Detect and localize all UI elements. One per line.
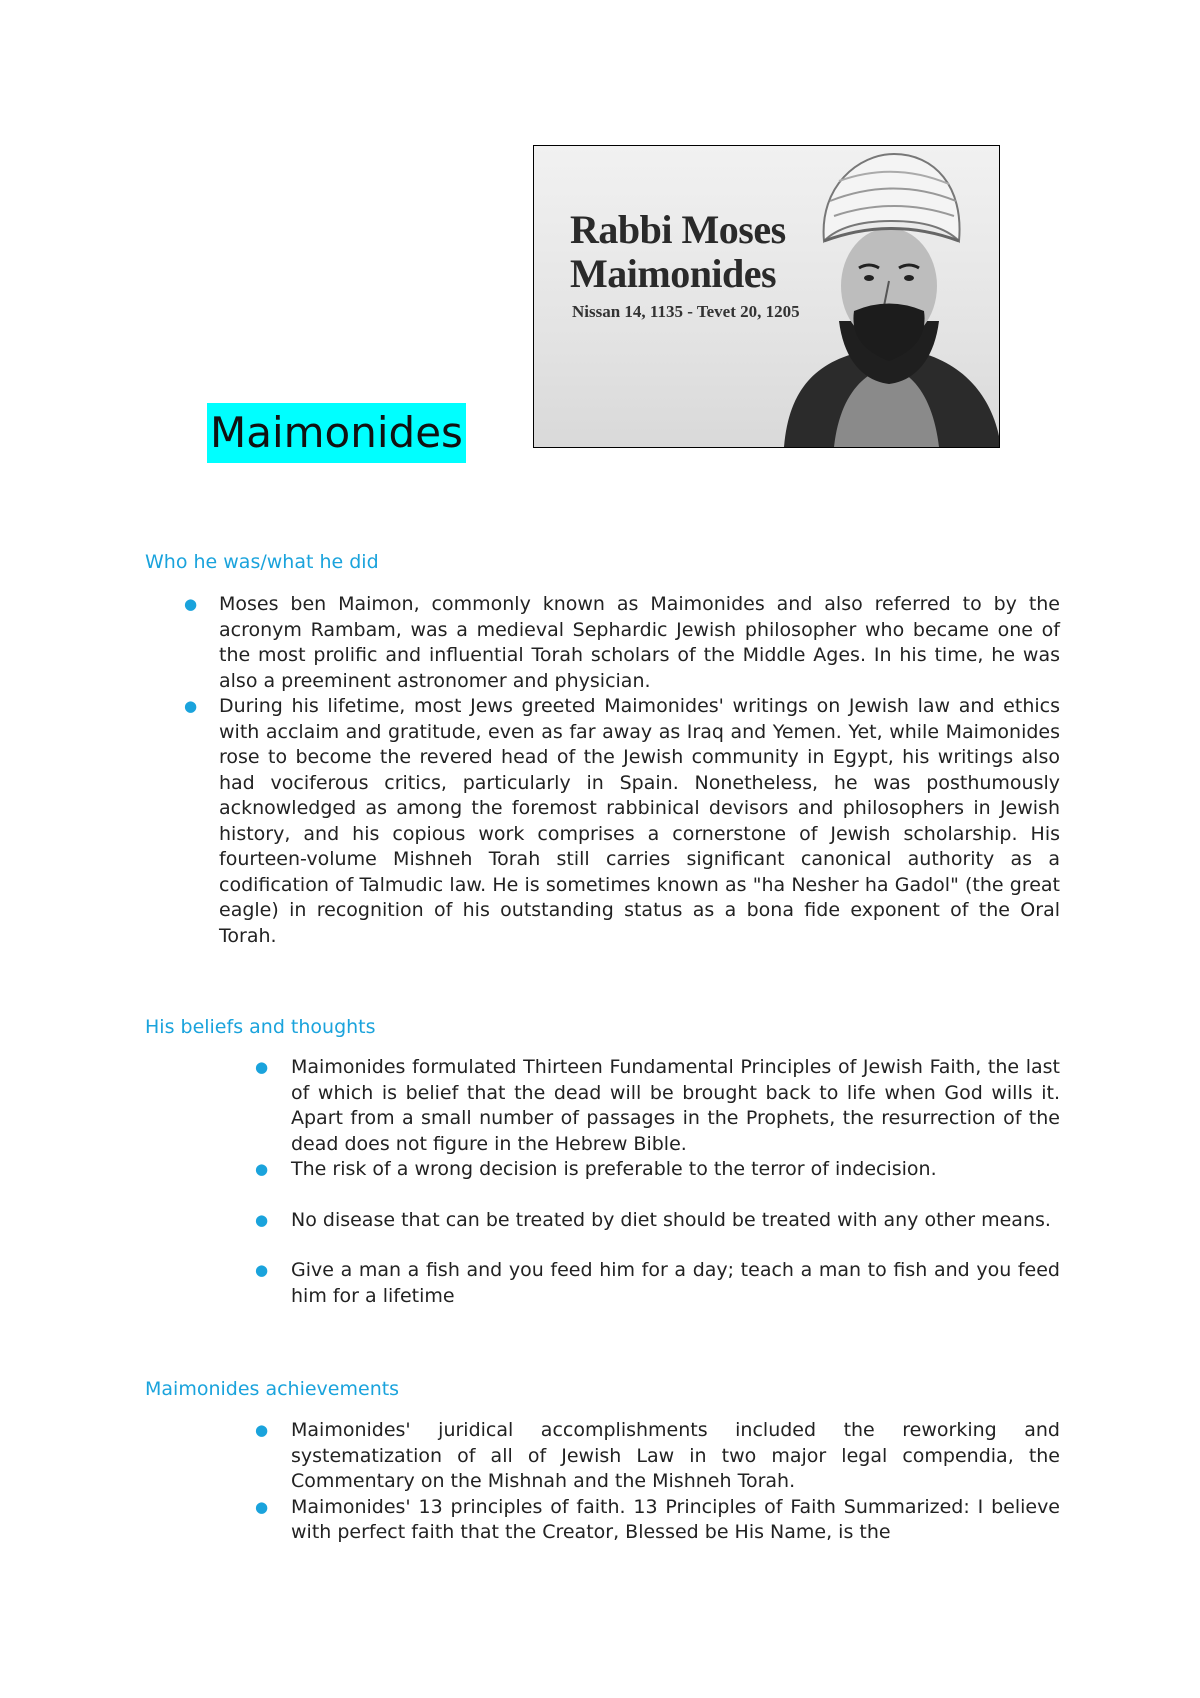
bullet-icon: ● — [255, 1058, 269, 1076]
bullet-icon: ● — [255, 1210, 269, 1229]
portrait-image — [533, 145, 1000, 448]
bullet-icon: ● — [255, 1497, 269, 1516]
list-item: ● Maimonides' juridical accomplishments included the reworking and systematization of all of Jewish Law in two major legal compendia, the Commentary on the Mishnah and the Mishneh Torah. — [255, 1419, 1060, 1492]
section-heading-beliefs: His beliefs and thoughts — [145, 1016, 376, 1038]
portrait-caption-dates: Nissan 14, 1135 - Tevet 20, 1205 — [572, 302, 800, 321]
section-list-beliefs — [255, 1055, 1060, 1309]
list-item: ● Moses ben Maimon, commonly known as Maimonides and also referred to by the acronym Rambam, was a medieval Sephardic Jewish philosopher who became one of the most prolific and influential Torah scholars of the Middle Ages. In his time, he was also a preeminent astronomer and physician. — [184, 593, 1060, 692]
bullet-icon: ● — [255, 1261, 269, 1279]
list-item: ● The risk of a wrong decision is preferable to the terror of indecision. — [291, 1157, 1060, 1183]
bullet-icon: ● — [255, 1160, 269, 1178]
portrait-caption-line1: Rabbi Moses — [570, 207, 786, 252]
section-heading-achievements: Maimonides achievements — [145, 1378, 400, 1400]
bullet-icon: ● — [184, 595, 198, 613]
list-item: ● Maimonides' 13 principles of faith. 13 Principles of Faith Summarized: I believe with perfect faith that the Creator, Blessed be His Name, is the — [255, 1495, 1060, 1543]
list-item: ● Maimonides formulated Thirteen Fundamental Principles of Jewish Faith, the last of which is belief that the dead will be brought back to life when God wills it. Apart from a small number of passages in the Prophets, the resurrection of the dead does not figure in the Hebrew Bible. — [255, 1056, 1060, 1155]
list-item: ● No disease that can be treated by diet should be treated with any other means. — [291, 1208, 1060, 1234]
portrait-caption-line2: Maimonides — [570, 251, 777, 296]
section-heading-who: Who he was/what he did — [145, 551, 379, 573]
section-list-achievements — [255, 1418, 1060, 1546]
list-item: ● During his lifetime, most Jews greeted Maimonides' writings on Jewish law and ethics with acclaim and gratitude, even as far away as Iraq and Yemen. Yet, while Maimonides rose to become the revered head of the Jewish community in Egypt, his writings also had vociferous critics, particularly in Spain. Nonetheless, he was posthumously acknowledged as among the foremost rabbinical devisors and philosophers in Jewish history, and his copious work comprises a cornerstone of Jewish scholarship. His fourteen-volume Mishneh Torah still carries significant canonical authority as a codification of Talmudic law. He is sometimes known as "ha Nesher ha Gadol" (the great eagle) in recognition of his outstanding status as a bona fide exponent of the Oral Torah. — [184, 695, 1060, 947]
list-item: ● Give a man a fish and you feed him for a day; teach a man to fish and you feed him for a lifetime — [255, 1259, 1060, 1307]
portrait-illustration — [534, 146, 999, 447]
page-title: Maimonides — [207, 403, 466, 463]
bullet-icon: ● — [255, 1421, 269, 1439]
section-list-who — [184, 592, 1060, 949]
bullet-icon: ● — [184, 697, 198, 715]
